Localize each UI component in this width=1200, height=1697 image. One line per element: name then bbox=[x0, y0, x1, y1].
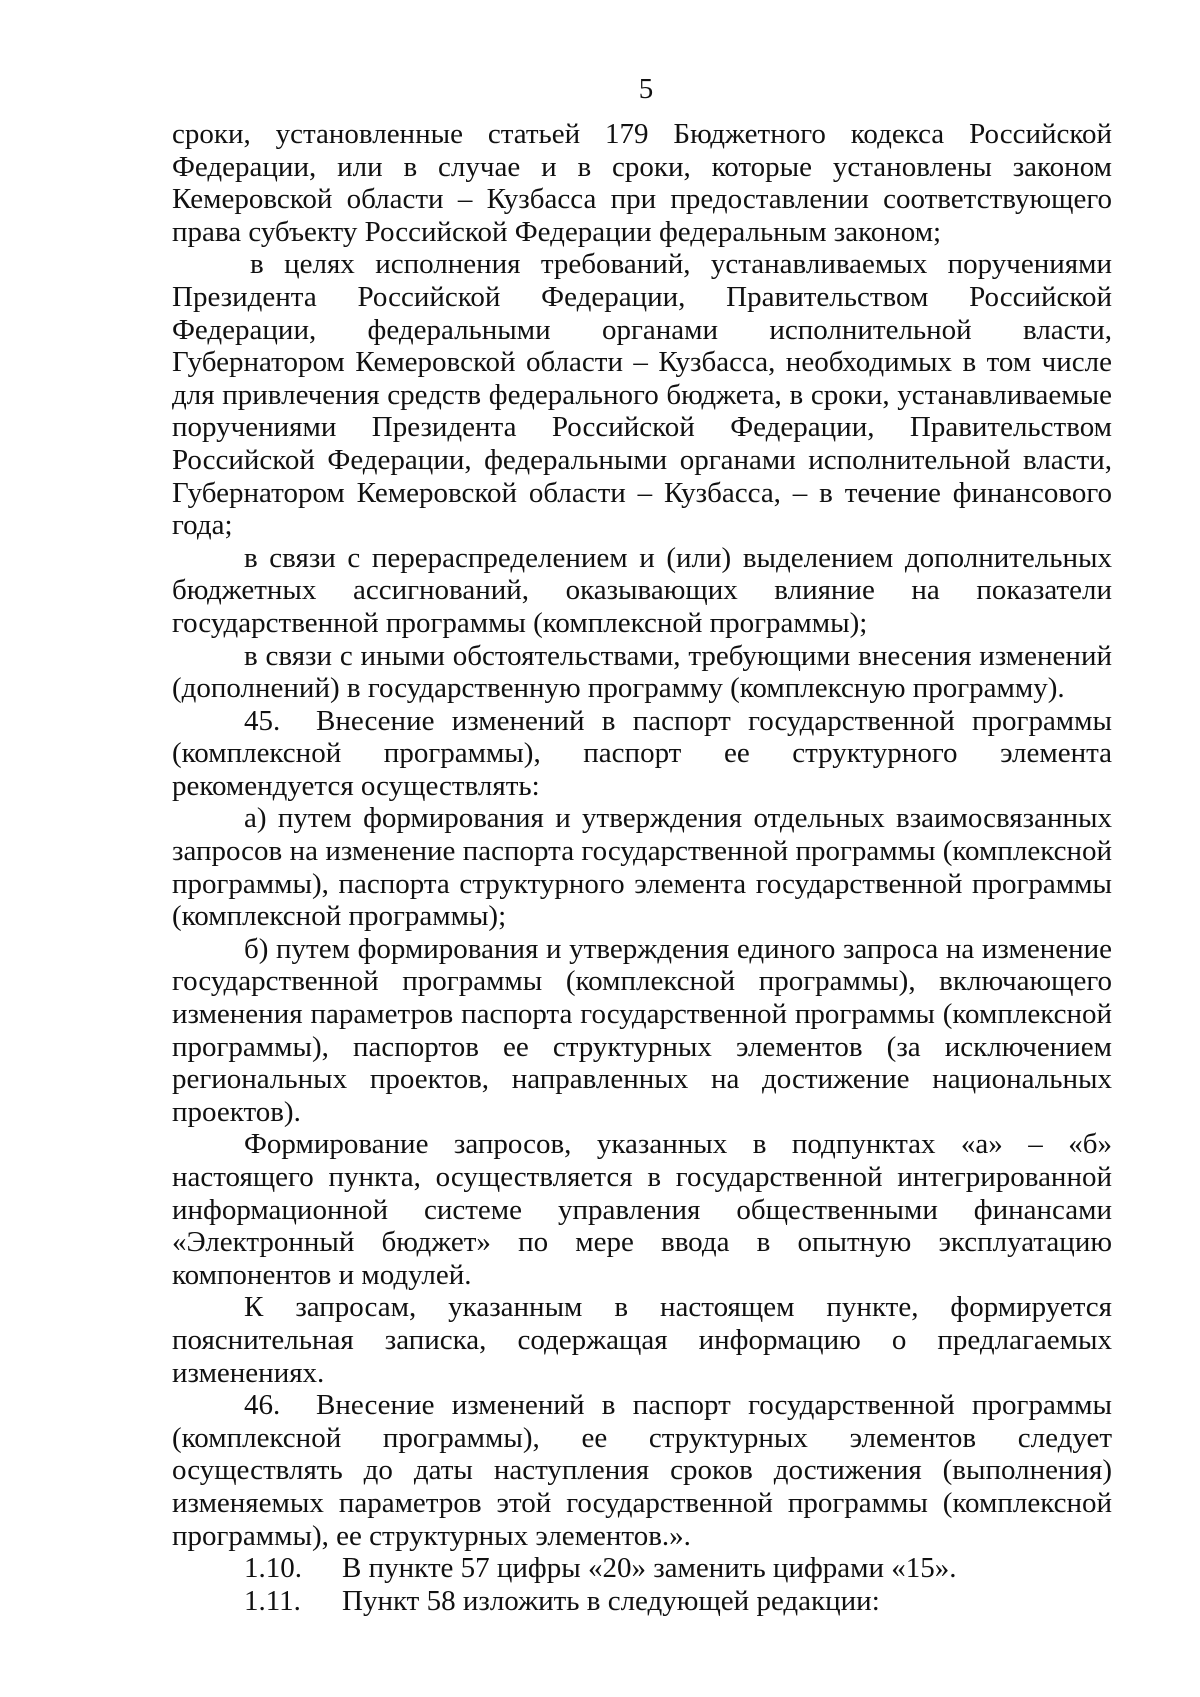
document-page bbox=[172, 72, 1112, 1617]
paragraph-requests-formation: Формирование запросов, указанных в подпунктах «а» – «б» настоящего пункта, осуществляется в государственной интегрированной информационной системе управления общественными финансами «Электронный бюджет» по мере ввода в опытную эксплуатацию компонентов и модулей. bbox=[172, 1128, 1112, 1291]
amendment-text-1-10: В пункте 57 цифры «20» заменить цифрами «15». bbox=[342, 1552, 957, 1585]
amendment-item-1-10 bbox=[172, 1552, 1112, 1585]
paragraph-president-orders: в целях исполнения требований, устанавливаемых поручениями Президента Российской Федерации, Правительством Российской Федерации, федеральными органами исполнительной власти, Губернатором Кемеровской области – Кузбасса, необходимых в том числе для привлечения средств федерального бюджета, в сроки, устанавливаемые поручениями Президента Российской Федерации, Правительством Российской Федерации, федеральными органами исполнительной власти, Губернатором Кемеровской области – Кузбасса, – в течение финансового года; bbox=[172, 248, 1112, 542]
paragraph-item-45 bbox=[172, 705, 1112, 803]
amendment-number-1-11: 1.11. bbox=[244, 1584, 301, 1617]
page-number: 5 bbox=[638, 73, 654, 105]
item-number-45: 45. bbox=[244, 704, 281, 737]
paragraph-subitem-a: а) путем формирования и утверждения отдельных взаимосвязанных запросов на изменение паспорта государственной программы (комплексной программы), паспорта структурного элемента государственной программы (комплексной программы); bbox=[172, 802, 1112, 933]
paragraph-reallocation: в связи с перераспределением и (или) выделением дополнительных бюджетных ассигнований, оказывающих влияние на показатели государственной программы (комплексной программы); bbox=[172, 541, 1112, 639]
amendment-text-1-11: Пункт 58 изложить в следующей редакции: bbox=[342, 1584, 880, 1617]
amendment-number-1-10: 1.10. bbox=[244, 1552, 302, 1585]
item-45-text: Внесение изменений в паспорт государственной программы (комплексной программы), паспорт ее структурного элемента рекомендуется осуществлять: bbox=[172, 704, 1112, 802]
item-number-46: 46. bbox=[244, 1389, 281, 1422]
paragraph-item-46 bbox=[172, 1389, 1112, 1552]
amendment-item-1-11 bbox=[172, 1585, 1112, 1618]
paragraph-deadlines: сроки, установленные статьей 179 Бюджетного кодекса Российской Федерации, или в случае и в сроки, которые установлены законом Кемеровской области – Кузбасса при предоставлении соответствующего права субъекту Российской Федерации федеральным законом; bbox=[172, 118, 1112, 248]
paragraph-explanatory-note: К запросам, указанным в настоящем пункте, формируется пояснительная записка, содержащая информацию о предлагаемых изменениях. bbox=[172, 1291, 1112, 1389]
item-46-text: Внесение изменений в паспорт государственной программы (комплексной программы), ее структурных элементов следует осуществлять до даты наступления сроков достижения (выполнения) изменяемых параметров этой государственной программы (комплексной программы), ее структурных элементов.». bbox=[172, 1389, 1112, 1552]
paragraph-other-circumstances: в связи с иными обстоятельствами, требующими внесения изменений (дополнений) в государственную программу (комплексную программу). bbox=[172, 639, 1112, 705]
paragraph-subitem-b: б) путем формирования и утверждения единого запроса на изменение государственной программы (комплексной программы), включающего изменения параметров паспорта государственной программы (комплексной программы), паспортов ее структурных элементов (за исключением региональных проектов, направленных на достижение национальных проектов). bbox=[172, 932, 1112, 1128]
